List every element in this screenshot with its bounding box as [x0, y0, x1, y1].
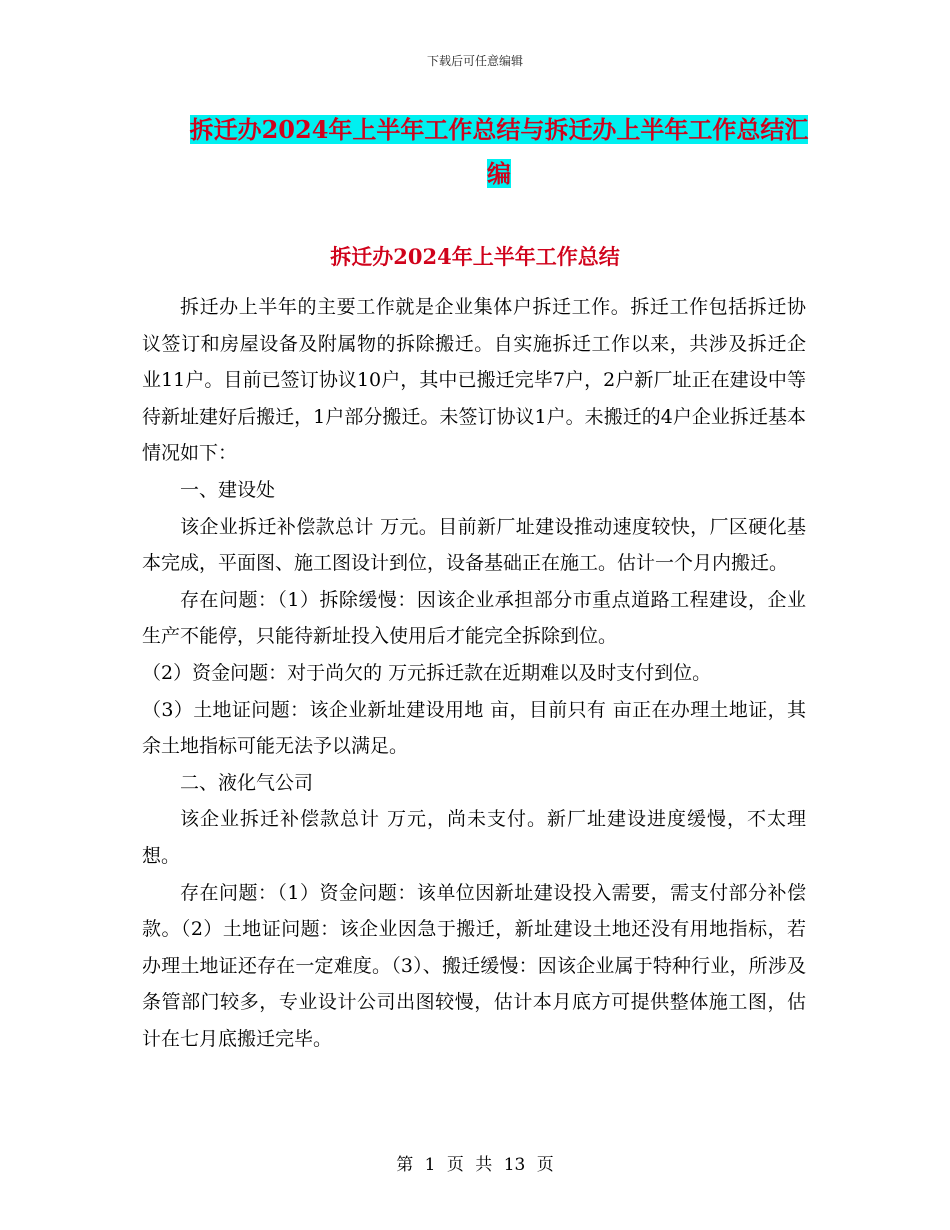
- document-title: [186, 108, 812, 196]
- body-paragraph: 拆迁办上半年的主要工作就是企业集体户拆迁工作。拆迁工作包括拆迁协议签订和房屋设备及附属物的拆除搬迁。自实施拆迁工作以来，共涉及拆迁企业11户。目前已签订协议10户，其中已搬迁完毕7户，2户新厂址正在建设中等待新址建好后搬迁，1户部分搬迁。未签订协议1户。未搬迁的4户企业拆迁基本情况如下：: [142, 296, 806, 465]
- body-paragraph: 该企业拆迁补偿款总计 万元，尚未支付。新厂址建设进度缓慢，不太理想。: [142, 808, 806, 867]
- section-heading: 一、建设处: [180, 478, 276, 501]
- body-paragraph: 该企业拆迁补偿款总计 万元。目前新厂址建设推动速度较快，厂区硬化基本完成，平面图、施工图设计到位，设备基础正在施工。估计一个月内搬迁。: [142, 515, 806, 575]
- page-header-note: 下载后可任意编辑: [426, 54, 523, 68]
- section-heading: 二、液化气公司: [180, 771, 314, 794]
- body-paragraph: （2）资金问题：对于尚欠的 万元拆迁款在近期难以及时支付到位。: [142, 661, 712, 684]
- body-paragraph: （3）土地证问题：该企业新址建设用地 亩，目前只有 亩正在办理土地证，其余土地指标可能无法予以满足。: [142, 698, 806, 758]
- body-paragraph: 存在问题：（1）资金问题：该单位因新址建设投入需要，需支付部分补偿款。（2）土地证问题：该企业因急于搬迁，新址建设土地还没有用地指标，若办理土地证还存在一定难度。（3）、搬迁缓慢：因该企业属于特种行业，所涉及条管部门较多，专业设计公司出图较慢，估计本月底方可提供整体施工图，估计在七月底搬迁完毕。: [142, 881, 806, 1050]
- page-number: 第 1 页 共 13 页: [396, 1155, 554, 1175]
- body-paragraph: 存在问题：（1）拆除缓慢：因该企业承担部分市重点道路工程建设，企业生产不能停，只能待新址投入使用后才能完全拆除到位。: [142, 588, 806, 648]
- document-title-text: 拆迁办2024年上半年工作总结与拆迁办上半年工作总结汇编: [189, 115, 809, 188]
- section-title: 拆迁办2024年上半年工作总结: [330, 244, 620, 269]
- document-body: [142, 289, 806, 1057]
